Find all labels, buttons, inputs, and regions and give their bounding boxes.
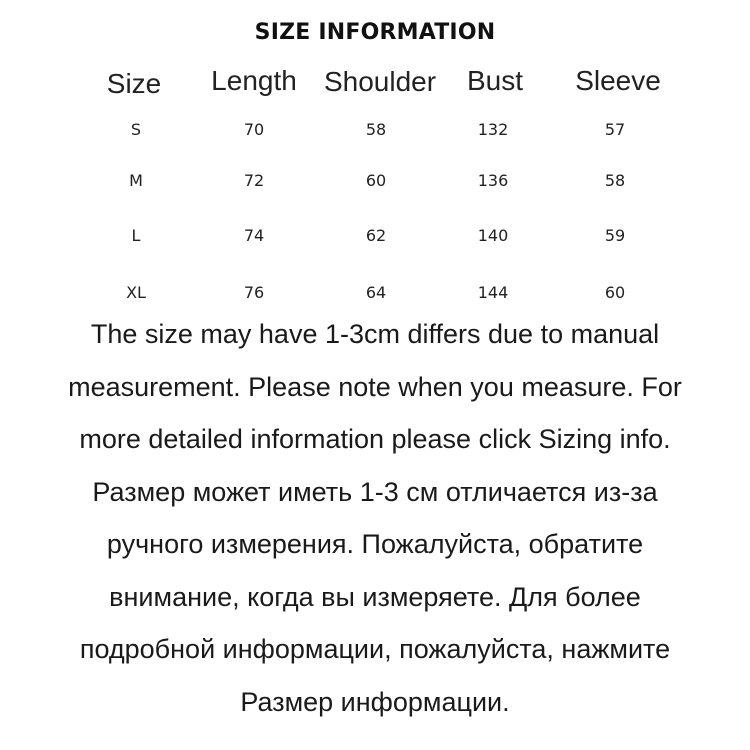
table-header-shoulder: Shoulder <box>323 66 437 97</box>
table-cell: 60 <box>365 171 387 190</box>
note-line: measurement. Please note when you measure. For <box>68 371 682 402</box>
note-line: подробной информации, пожалуйста, нажмите <box>79 634 671 664</box>
table-header-length: Length <box>211 65 297 96</box>
table-cell: 58 <box>365 120 387 139</box>
size-note <box>0 308 750 728</box>
table-cell: 74 <box>243 226 265 245</box>
note-line: Размер может иметь 1-3 см отличается из-за <box>92 476 658 507</box>
table-cell: L <box>131 226 141 245</box>
table-cell: 76 <box>243 283 265 302</box>
note-line: more detailed information please click Sizing info. <box>79 424 671 454</box>
note-line: ручного измерения. Пожалуйста, обратите <box>106 529 644 559</box>
table-cell: 59 <box>604 226 626 245</box>
table-cell: 144 <box>477 283 509 302</box>
table-cell: 132 <box>477 120 509 139</box>
table-cell: 58 <box>604 171 626 190</box>
table-cell: 60 <box>604 283 626 302</box>
table-cell: 72 <box>243 171 265 190</box>
table-cell: 57 <box>604 120 626 139</box>
table-cell: 140 <box>477 226 509 245</box>
table-cell: M <box>129 171 143 190</box>
note-line: Размер информации. <box>240 686 510 717</box>
table-cell: 70 <box>243 120 265 139</box>
table-header-sleeve: Sleeve <box>575 65 661 96</box>
table-cell: XL <box>126 283 146 302</box>
note-line: внимание, когда вы измеряете. Для более <box>109 581 641 612</box>
table-cell: 64 <box>365 283 387 302</box>
table-header-bust: Bust <box>466 65 524 96</box>
table-cell: S <box>130 120 142 139</box>
size-information-title: SIZE INFORMATION <box>254 20 496 45</box>
note-line: The size may have 1-3cm differs due to manual <box>90 319 660 349</box>
table-cell: 136 <box>477 171 509 190</box>
size-table <box>0 0 750 320</box>
table-header-size: Size <box>106 68 162 99</box>
table-cell: 62 <box>365 226 387 245</box>
